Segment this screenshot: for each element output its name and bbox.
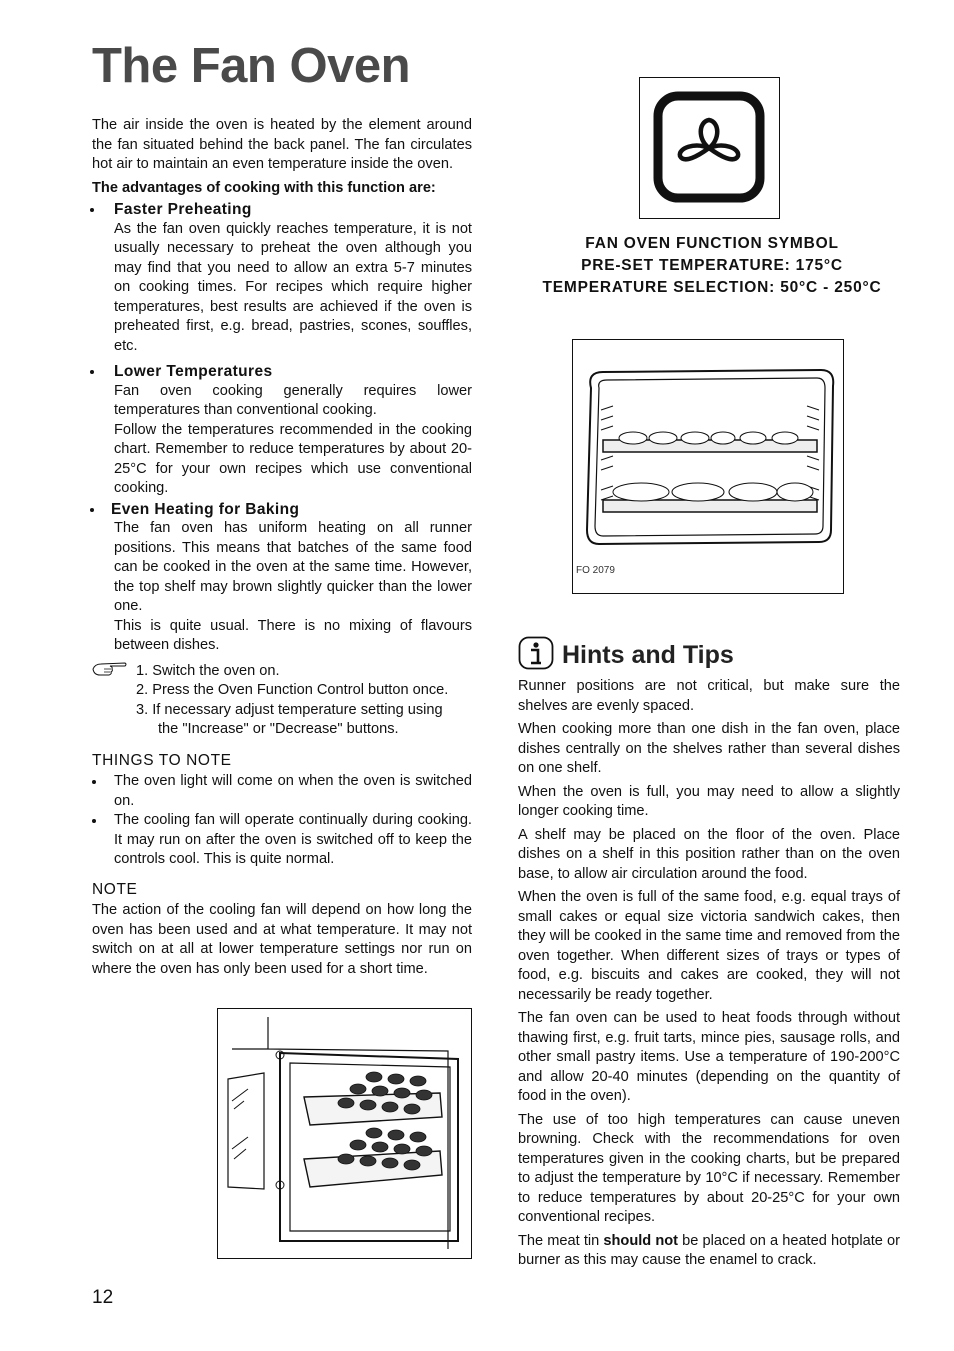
hint-paragraph: A shelf may be placed on the floor of the oven. Place dishes on a shelf in this position rather than on the oven base, to allow air circulation around the food. (518, 826, 900, 882)
note-heading: NOTE (92, 880, 138, 898)
hint-paragraph-last: The meat tin should not be placed on a heated hotplate or burner as this may cause the enamel to crack. (518, 1232, 900, 1268)
advantage-text: This is quite usual. There is no mixing of flavours between dishes. (114, 617, 472, 653)
oven-trays-illustration (217, 1008, 472, 1259)
hint-paragraph: The fan oven can be used to heat foods through without thawing first, e.g. fruit tarts, mince pies, sausage rolls, and other small pastry items. Use a temperature of 190-200°C and allow 20-40 minutes (depending on the quantity of food in the oven). (518, 1010, 900, 1104)
bullet-icon (90, 370, 94, 374)
hint-paragraph: Runner positions are not critical, but make sure the shelves are evenly spaced. (518, 678, 900, 714)
advantage-text: The fan oven has uniform heating on all runner positions. This means that batches of the same food can be cooked in the oven at the same time. However, the top shelf may brown slightly quicker than the lower one. (114, 520, 472, 614)
hint-paragraph: The use of too high temperatures can cause uneven browning. Check with the recommendations for oven temperatures given in the cooking charts, but be prepared to adjust the temperature by 10°C if necessary. Remember to reduce temperatures by about 20-25°C for your own conventional recipes. (518, 1111, 900, 1225)
bullet-icon (90, 208, 94, 212)
things-to-note-heading: THINGS TO NOTE (92, 751, 232, 769)
page-title: The Fan Oven (92, 39, 411, 93)
right-column (518, 677, 900, 1275)
hint-paragraph: When the oven is full of the same food, e.g. equal trays of small cakes or equal size victoria sandwich cakes, then they will be cooked in the same time and removed from the oven together. When different sizes of trays or types of food, e.g. biscuits and cakes are cooked, they will not necessarily be ready together. (518, 889, 900, 1003)
bullet-icon (92, 780, 96, 784)
fan-oven-symbol-icon (639, 77, 780, 219)
bullet-icon (92, 819, 96, 823)
oven-shelves-illustration (572, 339, 844, 594)
intro-paragraph: The air inside the oven is heated by the element around the fan situated behind the back panel. The fan circulates hot air to maintain an even temperature inside the oven. (92, 117, 472, 172)
step-item: the "Increase" or "Decrease" buttons. (158, 721, 399, 737)
figure-code: FO 2079 (576, 565, 615, 576)
advantage-faster-preheating (92, 200, 472, 356)
pointing-hand-icon (92, 660, 128, 685)
step-item: 2. Press the Oven Function Control button once. (136, 682, 449, 698)
left-column (92, 116, 472, 983)
hint-paragraph: When cooking more than one dish in the fan oven, place dishes centrally on the shelves rather than several dishes on one shelf. (518, 721, 900, 776)
advantage-text: Follow the temperatures recommended in the cooking chart. Remember to reduce temperatures by about 20-25°C for your own recipes which use conventional cooking. (114, 421, 472, 496)
advantage-even-heating (92, 500, 472, 656)
note-list-item: The cooling fan will operate continually during cooking. It may run on after the oven is switched off to keep the controls cool. This is quite normal. (92, 811, 472, 870)
note-text: The action of the cooling fan will depend on how long the oven has been used and at what temperature. It may not switch on at all at lower temperature settings nor run on where the oven has only been used for a short time. (92, 902, 472, 977)
advantages-lead: The advantages of cooking with this function are: (92, 179, 436, 196)
advantage-heading: Lower Temperatures (114, 363, 273, 380)
step-item: 1. Switch the oven on. (136, 662, 280, 679)
advantage-text: As the fan oven quickly reaches temperature, it is not usually necessary to preheat the oven although you may find that you need to allow an extra 5-7 minutes on cooking times. For recipes which require higher temperatures, best results are achieved if the oven is preheated first, e.g. bread, pastries, scones, souffles, etc. (114, 220, 472, 354)
step-item: 3. If necessary adjust temperature setting using (136, 701, 443, 718)
page-number: 12 (92, 1287, 114, 1308)
symbol-caption: FAN OVEN FUNCTION SYMBOL PRE-SET TEMPERATURE: 175°C TEMPERATURE SELECTION: 50°C - 250°C (542, 235, 882, 296)
advantage-text: Fan oven cooking generally requires lower temperatures than conventional cooking. (114, 382, 472, 418)
steps-list (92, 662, 472, 740)
bullet-icon (90, 508, 94, 512)
advantage-lower-temperatures (92, 362, 472, 499)
hints-heading: Hints and Tips (518, 637, 734, 673)
note-list-item: The oven light will come on when the oven is switched on. (92, 772, 472, 811)
hint-paragraph: When the oven is full, you may need to allow a slightly longer cooking time. (518, 783, 900, 819)
advantage-heading: Even Heating for Baking (111, 500, 300, 518)
info-icon (518, 636, 554, 675)
advantage-heading: Faster Preheating (114, 201, 252, 218)
